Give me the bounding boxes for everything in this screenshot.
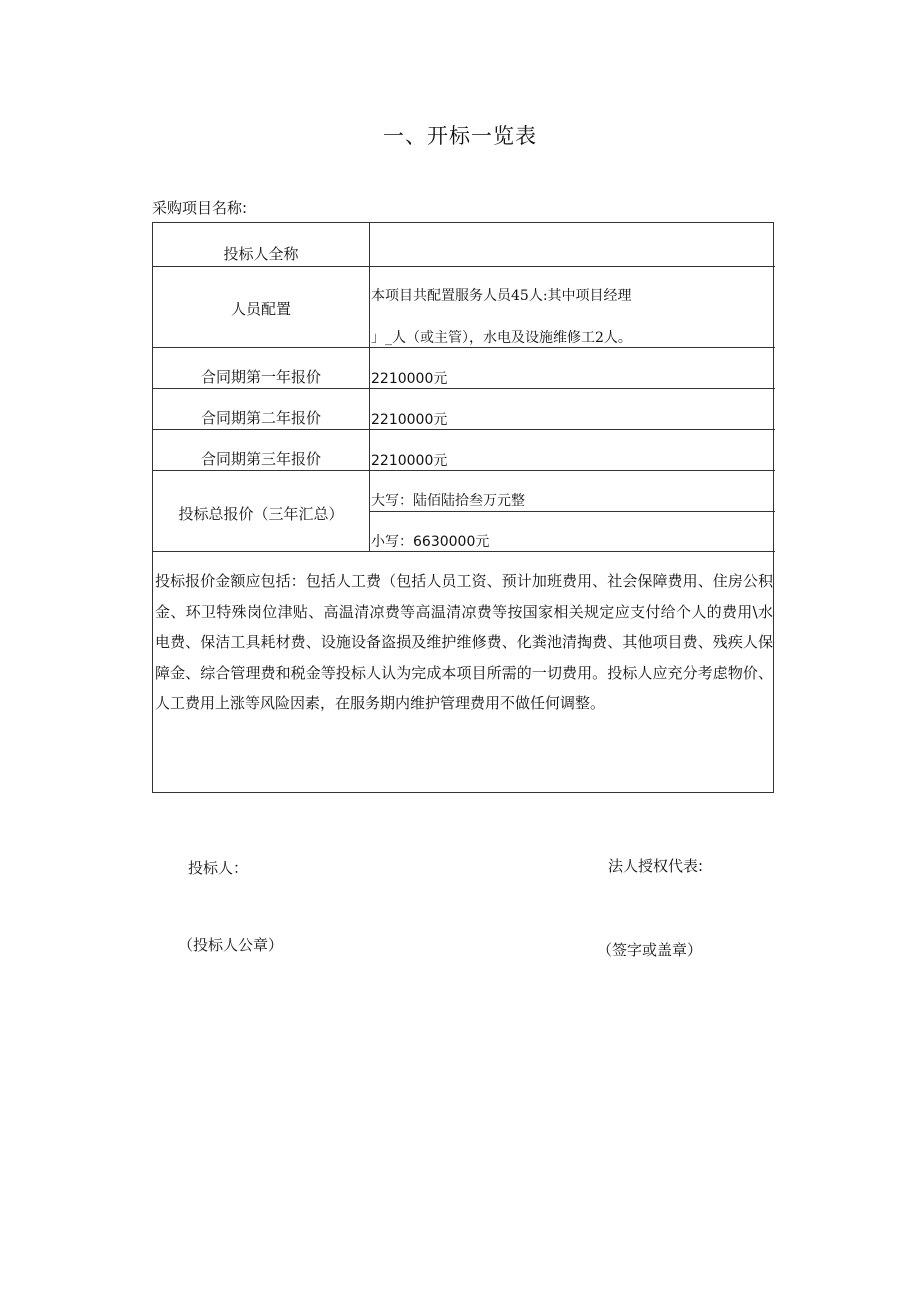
year3-price-label: 合同期第三年报价: [200, 450, 321, 468]
row-divider: [153, 388, 775, 389]
authorized-rep-sign-placeholder: （签字或盖章）: [597, 941, 703, 959]
page-title: 一、开标一览表: [383, 124, 537, 148]
staffing-line-1: 本项目共配置服务人员45人:其中项目经理: [371, 288, 632, 304]
staffing-line-2: 」_人（或主管），水电及设施维修工2人。: [371, 330, 632, 346]
year1-price-value: 2210000元: [371, 371, 448, 387]
year1-price-label: 合同期第一年报价: [200, 368, 321, 386]
project-name-label: 采购项目名称:: [152, 199, 248, 217]
bidder-seal-placeholder: （投标人公章）: [178, 936, 284, 954]
year3-price-value: 2210000元: [371, 453, 448, 469]
total-price-upper: 大写：陆佰陆拾叁万元整: [371, 493, 525, 509]
row-divider: [153, 266, 775, 267]
bidder-signature-label: 投标人：: [188, 859, 249, 877]
row-divider: [153, 470, 775, 471]
staffing-label: 人员配置: [230, 300, 291, 318]
authorized-rep-label: 法人授权代表:: [608, 857, 704, 875]
price-scope-note: 投标报价金额应包括：包括人工费（包括人员工资、预计加班费用、社会保障费用、住房公积金、环卫特殊岗位津贴、高温清凉费等高温清凉费等按国家相关规定应支付给个人的费用\水电费、保洁工具耗材费、设施设备盗损及维护维修费、化粪池清掏费、其他项目费、残疾人保障金、综合管理费和税金等投标人认为完成本项目所需的一切费用。投标人应充分考虑物价、人工费用上涨等风险因素，在服务期内维护管理费用不做任何调整。: [155, 572, 773, 712]
year2-price-value: 2210000元: [371, 412, 448, 428]
row-divider: [153, 347, 775, 348]
year2-price-label: 合同期第二年报价: [200, 409, 321, 427]
row-divider: [153, 551, 775, 552]
row-divider: [153, 429, 775, 430]
bidder-full-name-label: 投标人全称: [223, 245, 299, 263]
column-divider: [369, 223, 370, 551]
row-divider: [369, 511, 775, 512]
total-price-label: 投标总报价（三年汇总）: [178, 505, 344, 523]
total-price-lower: 小写：6630000元: [371, 534, 490, 550]
bid-summary-table: [152, 222, 774, 793]
